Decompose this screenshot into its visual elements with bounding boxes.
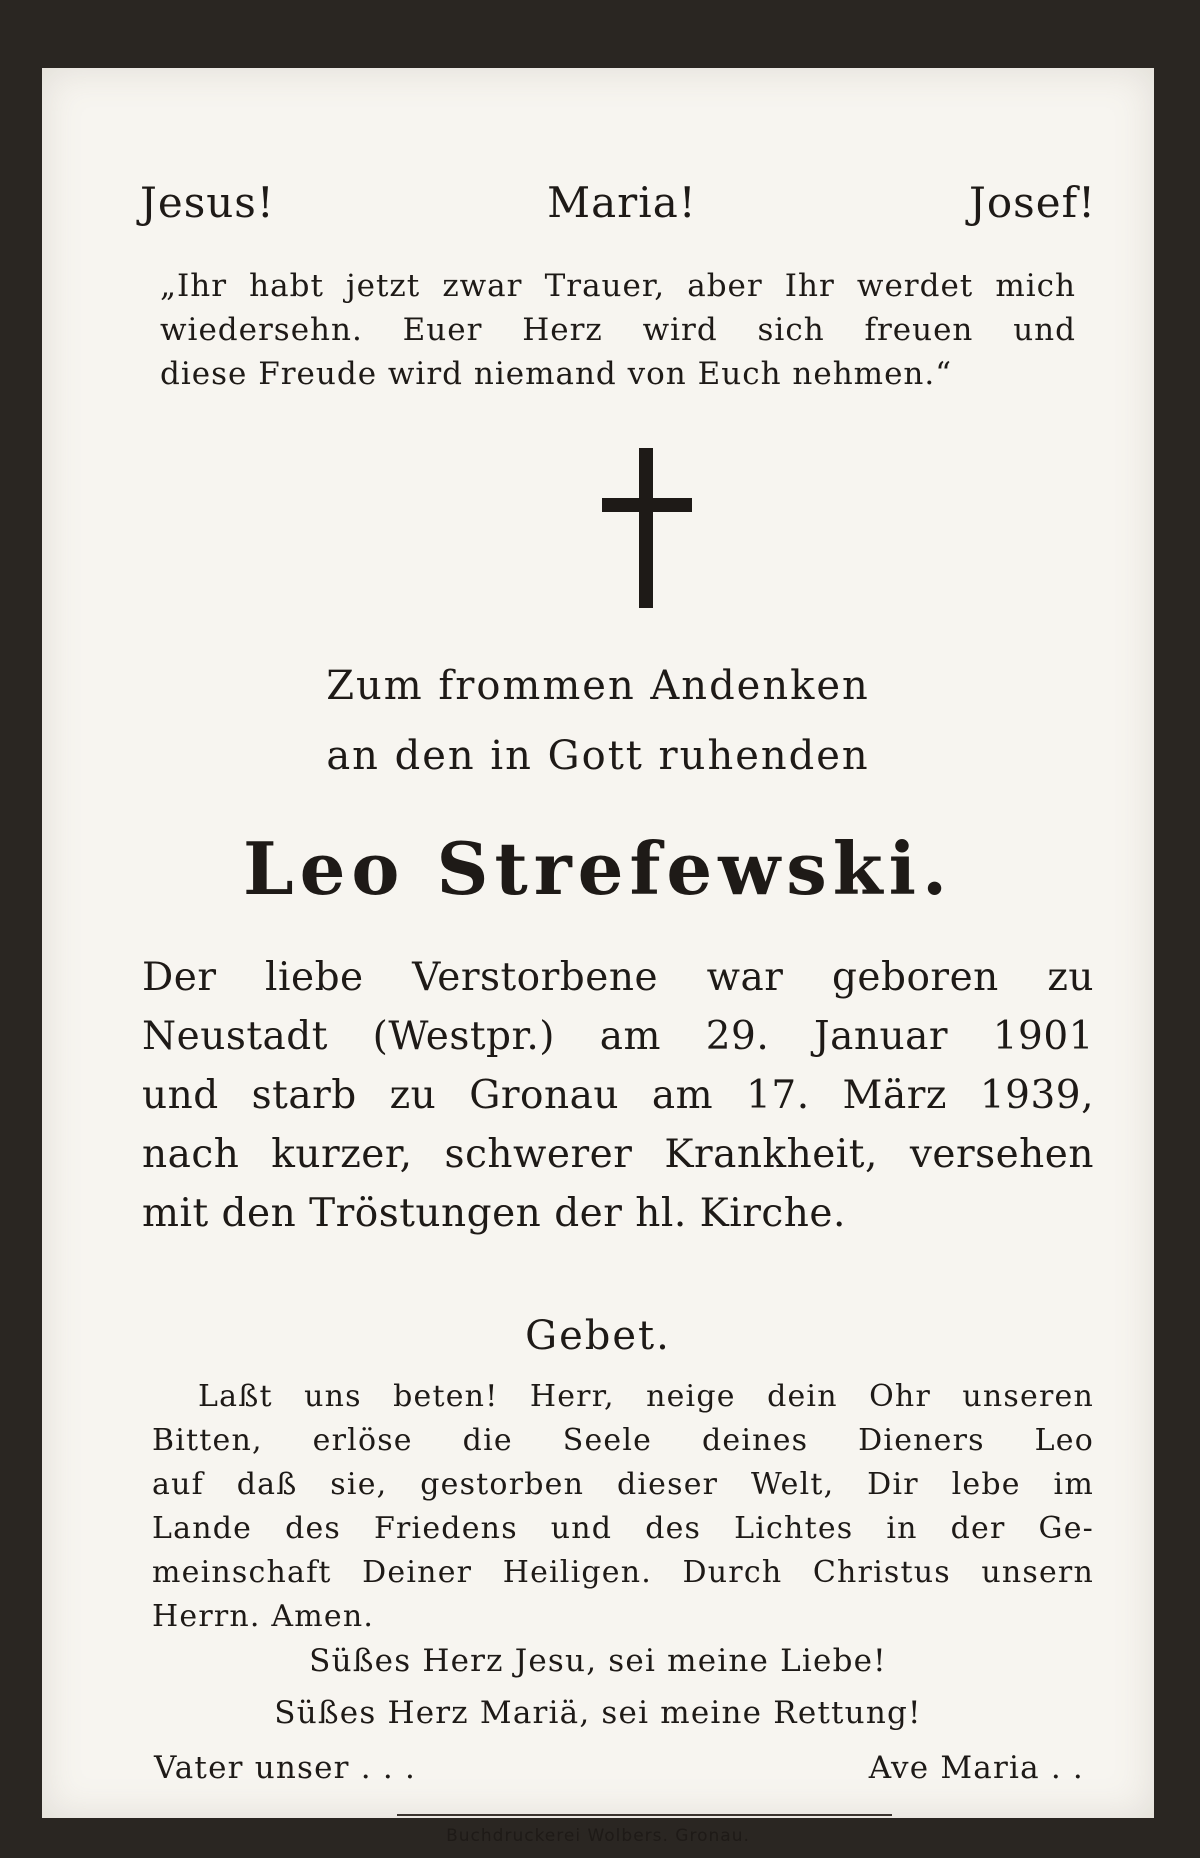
biography-line: Der liebe Verstorbene war geboren zu (142, 955, 1094, 1000)
biography (142, 948, 1094, 1243)
prayer-line: Laßt uns beten! Herr, neige dein Ohr unseren (198, 1379, 1094, 1414)
header-maria: Maria! (547, 178, 697, 227)
header-jesus: Jesus! (140, 178, 275, 227)
header-invocation (140, 178, 1096, 227)
prayer-heading: Gebet. (525, 1313, 671, 1359)
prayer-line: Herrn. Amen. (152, 1599, 375, 1634)
prayer-line: Bitten, erlöse die Seele deines Dieners Leo (152, 1423, 1094, 1458)
closing-ave-maria: Ave Maria . . (868, 1750, 1084, 1786)
prayer-text (152, 1375, 1094, 1639)
header-josef: Josef! (969, 178, 1096, 227)
closing-vater-unser: Vater unser . . . (154, 1750, 417, 1786)
invocation-sacred-heart: Süßes Herz Jesu, sei meine Liebe! (309, 1643, 887, 1679)
quote-line: diese Freude wird niemand von Euch nehmen.“ (160, 356, 953, 392)
biography-line: Neustadt (Westpr.) am 29. Januar 1901 (142, 1014, 1094, 1059)
scripture-quote (160, 264, 1076, 396)
biography-line: und starb zu Gronau am 17. März 1939, (142, 1073, 1094, 1118)
quote-line: wiedersehn. Euer Herz wird sich freuen und (160, 312, 1076, 348)
cross-icon (602, 448, 692, 608)
quote-line: „Ihr habt jetzt zwar Trauer, aber Ihr werdet mich (160, 268, 1076, 304)
prayer-line: Lande des Friedens und des Lichtes in der Ge- (152, 1511, 1094, 1546)
deceased-name: Leo Strefewski. (242, 826, 954, 911)
invocation-mary: Süßes Herz Mariä, sei meine Rettung! (274, 1695, 922, 1731)
dedication-line-1: Zum frommen Andenken (326, 663, 870, 709)
prayer-line: meinschaft Deiner Heiligen. Durch Christus unsern (152, 1555, 1094, 1590)
divider-rule (397, 1814, 892, 1816)
dedication-line-2: an den in Gott ruhenden (326, 733, 870, 779)
printer-imprint: Buchdruckerei Wolbers. Gronau. (446, 1826, 750, 1846)
prayer-line: auf daß sie, gestorben dieser Welt, Dir lebe im (152, 1467, 1094, 1502)
biography-line: mit den Tröstungen der hl. Kirche. (142, 1191, 846, 1236)
closing-prayers (154, 1750, 1084, 1786)
memorial-card (42, 68, 1154, 1846)
biography-line: nach kurzer, schwerer Krankheit, versehen (142, 1132, 1094, 1177)
